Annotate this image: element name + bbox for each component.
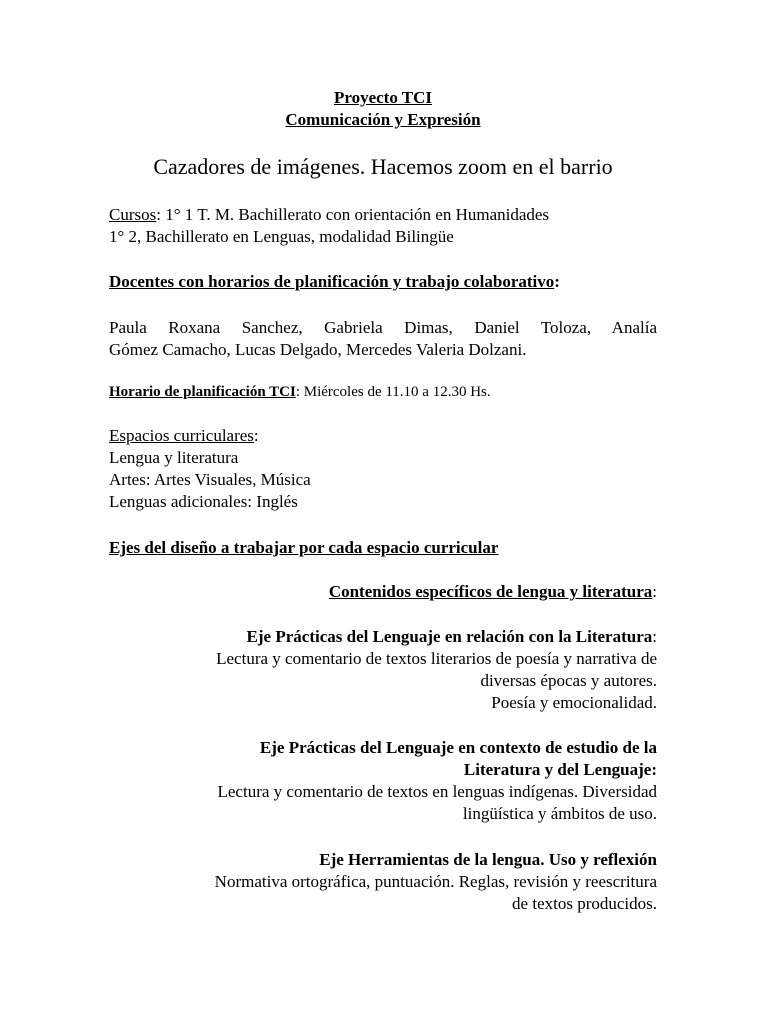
horario-text: : Miércoles de 11.10 a 12.30 Hs. xyxy=(295,384,491,400)
espacios-item: Lengua y literatura xyxy=(109,448,239,467)
docentes-line-1: Paula Roxana Sanchez, Gabriela Dimas, Daniel Toloza, Analía xyxy=(109,318,657,337)
eje-3-line: Normativa ortográfica, puntuación. Reglas, revisión y reescritura xyxy=(214,872,657,891)
docentes-line-2: Gómez Camacho, Lucas Delgado, Mercedes Valeria Dolzani. xyxy=(109,340,527,359)
eje-1-title: Eje Prácticas del Lenguaje en relación con la Literatura xyxy=(246,627,653,646)
espacios-label: Espacios curriculares xyxy=(109,426,254,445)
cursos-label: Cursos xyxy=(109,205,157,224)
project-heading xyxy=(109,87,657,131)
ejes-heading: Ejes del diseño a trabajar por cada espacio curricular xyxy=(109,538,499,557)
contenidos-label: Contenidos específicos de lengua y literatura xyxy=(328,582,653,601)
project-area: Comunicación y Expresión xyxy=(285,110,481,129)
horario-label: Horario de planificación TCI xyxy=(109,384,296,400)
eje-2-title-2: Literatura y del Lenguaje: xyxy=(463,760,657,779)
docentes-list xyxy=(109,317,657,361)
cursos-line-2: 1° 2, Bachillerato en Lenguas, modalidad Bilingüe xyxy=(109,227,454,246)
eje-1-section xyxy=(109,626,657,714)
eje-2-section xyxy=(109,737,657,825)
project-name: Proyecto TCI xyxy=(333,88,433,107)
eje-1-line: Lectura y comentario de textos literarios de poesía y narrativa de xyxy=(216,649,657,668)
eje-1-line: Poesía y emocionalidad. xyxy=(491,693,657,712)
cursos-line-1: : 1° 1 T. M. Bachillerato con orientación en Humanidades xyxy=(156,205,550,224)
espacios-section xyxy=(109,425,657,513)
contenidos-colon: : xyxy=(652,582,657,601)
cursos-section xyxy=(109,204,657,248)
espacios-item: Lenguas adicionales: Inglés xyxy=(109,492,298,511)
eje-3-line: de textos producidos. xyxy=(512,894,657,913)
eje-3-section xyxy=(109,849,657,915)
horario-section xyxy=(109,381,657,403)
document-title: Cazadores de imágenes. Hacemos zoom en el barrio xyxy=(153,154,613,179)
docentes-label: Docentes con horarios de planificación y trabajo colaborativo xyxy=(109,272,555,291)
eje-1-line: diversas épocas y autores. xyxy=(480,671,657,690)
espacios-item: Artes: Artes Visuales, Música xyxy=(109,470,311,489)
espacios-colon: : xyxy=(253,426,259,445)
eje-2-line: lingüística y ámbitos de uso. xyxy=(462,804,657,823)
docentes-colon: : xyxy=(554,272,560,291)
docentes-heading xyxy=(109,271,657,293)
contenidos-heading xyxy=(109,581,657,603)
eje-2-line: Lectura y comentario de textos en lenguas indígenas. Diversidad xyxy=(217,782,657,801)
eje-2-title-1: Eje Prácticas del Lenguaje en contexto de estudio de la xyxy=(259,738,657,757)
eje-3-title: Eje Herramientas de la lengua. Uso y reflexión xyxy=(319,850,657,869)
eje-1-colon: : xyxy=(652,627,657,646)
